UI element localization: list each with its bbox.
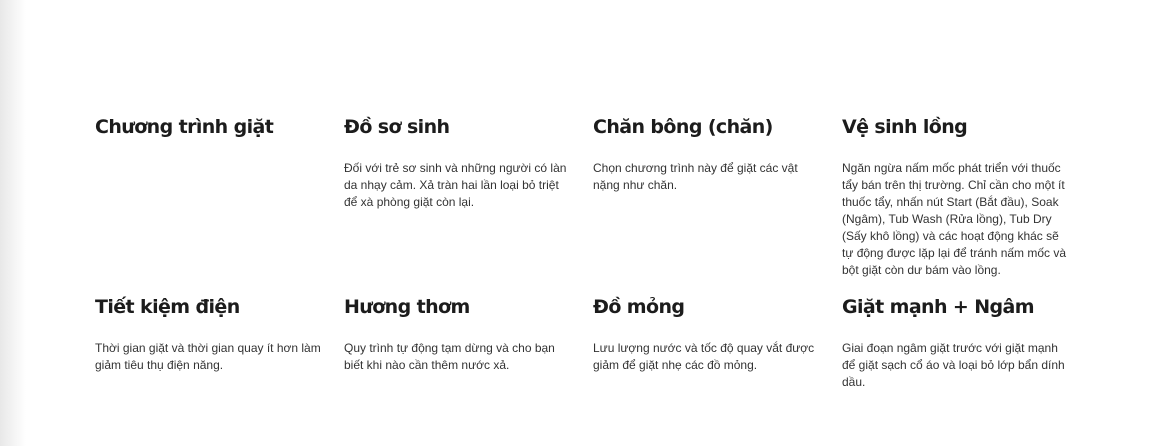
program-card-wash-programs — [95, 114, 344, 294]
program-description: Thời gian giặt và thời gian quay ít hơn làm giảm tiêu thụ điện năng. — [95, 341, 321, 372]
program-card-delicates — [593, 294, 842, 444]
program-card-tub-clean — [842, 114, 1091, 294]
program-description: Giai đoạn ngâm giặt trước với giặt mạnh để giặt sạch cổ áo và loại bỏ lớp bẩn dính dầu. — [842, 341, 1065, 389]
wash-programs-grid — [95, 114, 1095, 444]
program-card-blanket — [593, 114, 842, 294]
program-description: Chọn chương trình này để giặt các vật nặng như chăn. — [593, 161, 798, 192]
program-title: Chăn bông (chăn) — [593, 116, 773, 138]
program-description: Ngăn ngừa nấm mốc phát triển với thuốc tẩy bán trên thị trường. Chỉ cần cho một ít thuốc tẩy, nhấn nút Start (Bắt đầu), Soak (Ngâm), Tub Wash (Rửa lồng), Tub Dry (Sấy khô lồng) và các hoạt động khác sẽ tự động được lặp lại để tránh nấm mốc và bột giặt còn dư bám vào lồng. — [842, 161, 1067, 277]
program-card-baby-care — [344, 114, 593, 294]
program-title: Đồ sơ sinh — [344, 116, 450, 138]
program-description: Đối với trẻ sơ sinh và những người có làn da nhạy cảm. Xả tràn hai lần loại bỏ triệt để xà phòng giặt còn lại. — [344, 161, 567, 209]
page-edge-shadow — [0, 0, 26, 446]
program-title: Vệ sinh lồng — [842, 116, 968, 138]
program-description: Quy trình tự động tạm dừng và cho bạn biết khi nào cần thêm nước xả. — [344, 341, 555, 372]
program-title: Đồ mỏng — [593, 296, 685, 318]
section-heading: Chương trình giặt — [95, 116, 274, 138]
program-title: Hương thơm — [344, 296, 470, 318]
program-title: Tiết kiệm điện — [95, 296, 240, 318]
program-card-fragrance — [344, 294, 593, 444]
program-card-heavy-soak — [842, 294, 1091, 444]
program-description: Lưu lượng nước và tốc độ quay vắt được giảm để giặt nhẹ các đồ mỏng. — [593, 341, 815, 372]
program-title: Giặt mạnh + Ngâm — [842, 296, 1034, 318]
program-card-energy-saving — [95, 294, 344, 444]
